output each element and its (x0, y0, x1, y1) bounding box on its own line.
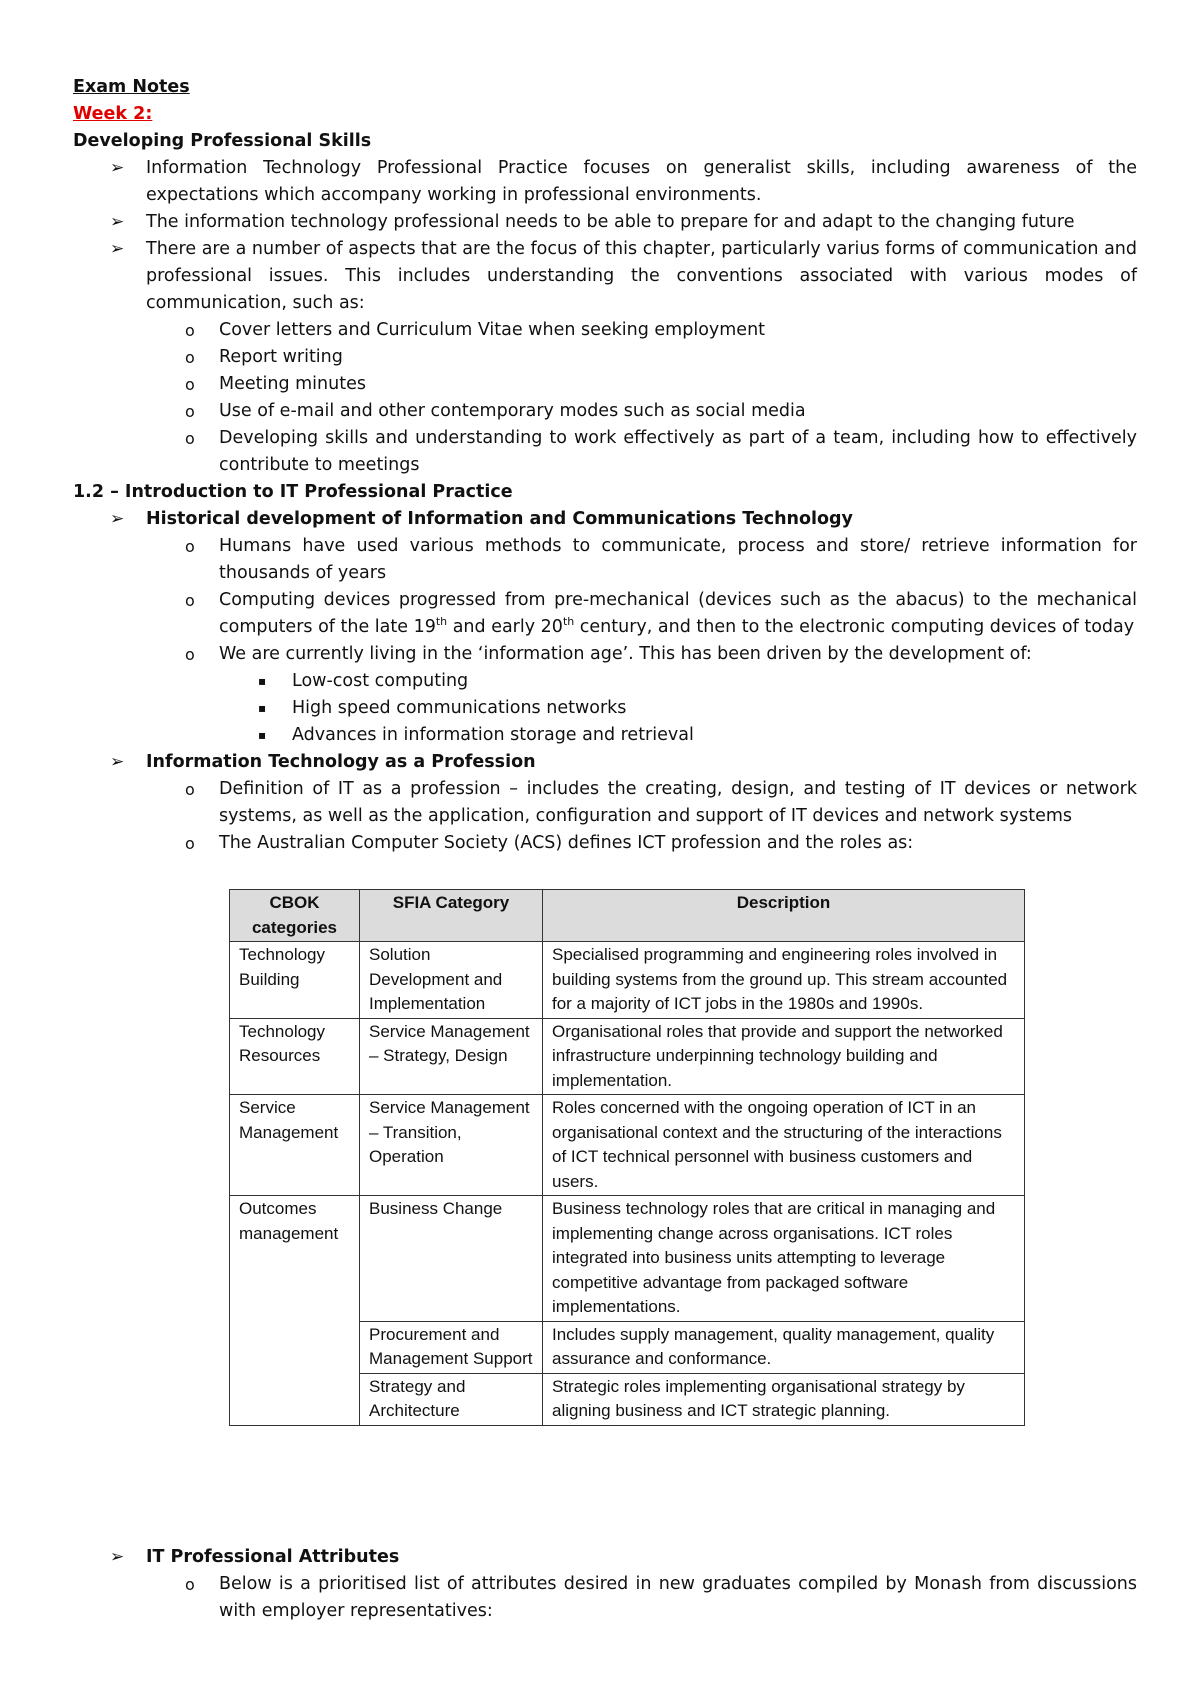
attributes-sublist (73, 1571, 1137, 1625)
list-item-text: Report writing (219, 347, 343, 367)
list-item (73, 641, 1137, 749)
column-header-description: Description (543, 890, 1025, 942)
list-item (73, 506, 1137, 749)
sfia-cell: Business Change (360, 1196, 543, 1322)
list-item-text: Below is a prioritised list of attributes desired in new graduates compiled by Monash from discussions with employer representatives: (219, 1574, 1137, 1621)
list-item (73, 830, 1137, 857)
list-item (73, 722, 1137, 749)
table-row (230, 1321, 1025, 1373)
arrow-bullet-icon: ➢ (110, 752, 125, 772)
list-item (73, 398, 1137, 425)
arrow-bullet-icon: ➢ (110, 239, 125, 259)
list-item-text: Use of e-mail and other contemporary modes such as social media (219, 401, 806, 421)
arrow-bullet-icon: ➢ (110, 509, 125, 529)
list-item (73, 1544, 1137, 1625)
list-item-text: There are a number of aspects that are the focus of this chapter, particularly varius forms of communication and professional issues. This includes understanding the conventions associated with various modes of communication, such as: (146, 239, 1137, 313)
list-item (73, 209, 1137, 236)
list-item-text: Low-cost computing (292, 671, 469, 691)
list-item (73, 533, 1137, 587)
description-cell: Specialised programming and engineering roles involved in building systems from the ground up. This stream accounted for a majority of ICT jobs in the 1980s and 1990s. (543, 942, 1025, 1019)
cbok-cell (230, 1373, 360, 1425)
week-heading: Week 2: (73, 104, 153, 124)
list-item (73, 587, 1137, 641)
list-item (73, 371, 1137, 398)
description-cell: Business technology roles that are critical in managing and implementing change across organisations. ICT roles integrated into business units attempting to leverage competitive advantage from packaged software implementations. (543, 1196, 1025, 1322)
table-row (230, 1018, 1025, 1095)
section-heading: Developing Professional Skills (73, 131, 372, 151)
list-item-text: Meeting minutes (219, 374, 366, 394)
description-cell: Includes supply management, quality management, quality assurance and conformance. (543, 1321, 1025, 1373)
intro-list (73, 155, 1137, 479)
square-bullet-icon: ▪ (258, 674, 267, 688)
circle-bullet-icon: o (185, 537, 195, 556)
list-item-text: Information Technology Professional Practice focuses on generalist skills, including awareness of the expectations which accompany working in professional environments. (146, 158, 1137, 205)
cbok-cell: Service Management (230, 1095, 360, 1196)
table-row (230, 1095, 1025, 1196)
list-item (73, 1571, 1137, 1625)
notes-content (73, 74, 1137, 857)
description-cell: Strategic roles implementing organisational strategy by aligning business and ICT strategic planning. (543, 1373, 1025, 1425)
profession-heading: Information Technology as a Profession (146, 752, 536, 772)
list-item-text: High speed communications networks (292, 698, 627, 718)
list-item-text: century, and then to the electronic computing devices of today (574, 617, 1135, 637)
list-item-text: Advances in information storage and retrieval (292, 725, 694, 745)
list-item (73, 776, 1137, 830)
circle-bullet-icon: o (185, 375, 195, 394)
table-row (230, 1196, 1025, 1322)
communication-modes-list (73, 317, 1137, 479)
list-item (73, 668, 1137, 695)
attributes-heading: IT Professional Attributes (146, 1547, 400, 1567)
list-item-text: The information technology professional needs to be able to prepare for and adapt to the changing future (146, 212, 1075, 232)
table-row (230, 942, 1025, 1019)
list-item-text: The Australian Computer Society (ACS) defines ICT profession and the roles as: (219, 833, 914, 853)
description-cell: Organisational roles that provide and support the networked infrastructure underpinning technology building and implementation. (543, 1018, 1025, 1095)
circle-bullet-icon: o (185, 429, 195, 448)
column-header-cbok: CBOK categories (230, 890, 360, 942)
list-item-text: Humans have used various methods to communicate, process and store/ retrieve information for thousands of years (219, 536, 1137, 583)
attributes-list (73, 1544, 1137, 1625)
arrow-bullet-icon: ➢ (110, 212, 125, 232)
table-header-row (230, 890, 1025, 942)
list-item-text: We are currently living in the ‘information age’. This has been driven by the development of: (219, 644, 1032, 664)
list-item (73, 155, 1137, 209)
circle-bullet-icon: o (185, 402, 195, 421)
cbok-cell: Technology Building (230, 942, 360, 1019)
circle-bullet-icon: o (185, 834, 195, 853)
sfia-cell: Solution Development and Implementation (360, 942, 543, 1019)
superscript: th (435, 615, 448, 629)
circle-bullet-icon: o (185, 780, 195, 799)
list-item (73, 236, 1137, 479)
list-item-text: and early 20 (447, 617, 563, 637)
sfia-cell: Service Management – Transition, Operation (360, 1095, 543, 1196)
doc-title: Exam Notes (73, 77, 190, 97)
profession-list (73, 776, 1137, 857)
list-item (73, 344, 1137, 371)
arrow-bullet-icon: ➢ (110, 158, 125, 178)
list-item-text: Computing devices progressed from pre-mechanical (devices such as the abacus) to the mechanical computers of the late 19 (219, 590, 1137, 637)
cbok-cell (230, 1321, 360, 1373)
table-row (230, 1373, 1025, 1425)
circle-bullet-icon: o (185, 321, 195, 340)
description-cell: Roles concerned with the ongoing operation of ICT in an organisational context and the structuring of the interactions of ICT technical personnel with business customers and users. (543, 1095, 1025, 1196)
square-bullet-icon: ▪ (258, 728, 267, 742)
circle-bullet-icon: o (185, 645, 195, 664)
circle-bullet-icon: o (185, 1575, 195, 1594)
list-item-text: Developing skills and understanding to work effectively as part of a team, including how to effectively contribute to meetings (219, 428, 1137, 475)
section-1-2-list (73, 506, 1137, 857)
historical-list (73, 533, 1137, 749)
column-header-sfia: SFIA Category (360, 890, 543, 942)
historical-heading: Historical development of Information and Communications Technology (146, 509, 853, 529)
list-item (73, 695, 1137, 722)
attributes-section (73, 1544, 1137, 1625)
list-item-text: Cover letters and Curriculum Vitae when seeking employment (219, 320, 766, 340)
acs-roles-table (229, 889, 1025, 1426)
sfia-cell: Procurement and Management Support (360, 1321, 543, 1373)
list-item (73, 317, 1137, 344)
list-item (73, 749, 1137, 857)
section-1-2-heading: 1.2 – Introduction to IT Professional Practice (73, 482, 513, 502)
square-bullet-icon: ▪ (258, 701, 267, 715)
circle-bullet-icon: o (185, 348, 195, 367)
sfia-cell: Service Management – Strategy, Design (360, 1018, 543, 1095)
cbok-cell: Technology Resources (230, 1018, 360, 1095)
arrow-bullet-icon: ➢ (110, 1547, 125, 1567)
cbok-cell: Outcomes management (230, 1196, 360, 1322)
list-item-text: Definition of IT as a profession – includes the creating, design, and testing of IT devices or network systems, as well as the application, configuration and support of IT devices and network systems (219, 779, 1137, 826)
list-item (73, 425, 1137, 479)
drivers-list (219, 668, 1137, 749)
circle-bullet-icon: o (185, 591, 195, 610)
sfia-cell: Strategy and Architecture (360, 1373, 543, 1425)
superscript: th (562, 615, 575, 629)
